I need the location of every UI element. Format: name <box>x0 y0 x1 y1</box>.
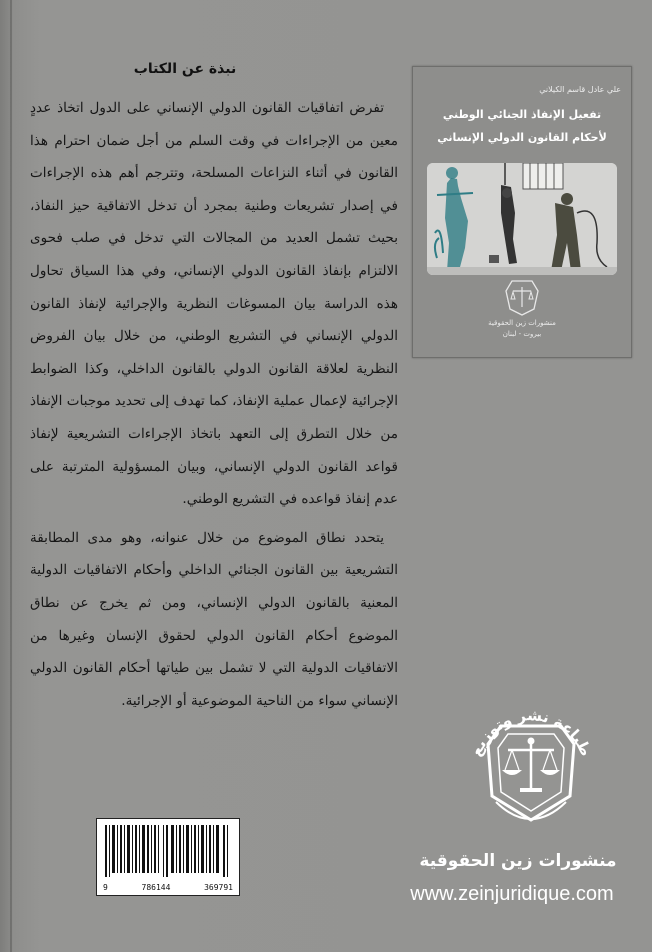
thumbnail-publisher: منشورات زين الحقوقية <box>488 319 556 327</box>
thumbnail-illustration <box>427 163 617 275</box>
publisher-website-link[interactable]: www.zeinjuridique.com <box>410 883 614 905</box>
barcode-digit-group-2: 369791 <box>204 883 233 892</box>
isbn-barcode <box>96 818 240 896</box>
description-paragraph-2: يتحدد نطاق الموضوع من خلال عنوانه، وهو مدى المطابقة التشريعية بين القانون الجنائي الداخلي وأحكام الاتفاقيات الدولية المعنية بالقانون الدولي الإنساني، ومن ثم يخرج عن نطاق الموضوع أحكام القانون الدولي لحقوق الإنسان وغيرها من الاتفاقيات الدولية التي لا تشمل بين طياتها أحكام القانون الدولي الإنساني سواء من الناحية الموضوعية أو الإجرائية. <box>30 529 398 709</box>
barcode-digits <box>97 883 239 892</box>
book-description <box>30 92 398 782</box>
thumbnail-scales-emblem-icon <box>494 279 550 317</box>
thumbnail-title-line-1: تفعيل الإنفاذ الجنائي الوطني <box>442 108 602 121</box>
thumbnail-author: علي عادل قاسم الكيلاني <box>539 85 621 94</box>
publisher-name: منشورات زين الحقوقية <box>419 851 617 871</box>
section-title: نبذة عن الكتاب <box>133 61 237 77</box>
publisher-seal-icon <box>456 686 606 846</box>
barcode-digit-prefix: 9 <box>103 883 108 892</box>
thumbnail-location: بيروت - لبنان <box>502 330 542 338</box>
description-paragraph-1: تفرض اتفاقيات القانون الدولي الإنساني على الدول اتخاذ عددٍ معين من الإجراءات في وقت السلم من أجل ضمان احترام هذا القانون في أثناء النزاعات المسلحة، وتترجم أهم هذه الإجراءات في إصدار تشريعات وطنية بمجرد أن تدخل الاتفاقية حيز النفاذ، بحيث تشمل العديد من المجالات التي تدخل في صلب فحوى الالتزام بإنفاذ القانون الدولي الإنساني، وفي هذا السياق تحاول هذه الدراسة بيان المسوغات النظرية والإجرائية لإنفاذ القانون الدولي الإنساني في التشريع الوطني، من خلال بيان الفروض النظرية لعلاقة القانون الدولي بالقانون الداخلي، وكذا الضوابط الإجرائية لإعمال عملية الإنفاذ، كما تهدف إلى تحديد موجبات الإنفاذ من خلال التطرق إلى التعهد باتخاذ الإجراءات التشريعية لإنفاذ قواعد القانون الدولي الإنساني، وبيان المسؤولية المترتبة على عدم إنفاذ قواعده في التشريع الوطني. <box>30 100 398 508</box>
front-cover-thumbnail <box>412 66 632 358</box>
thumbnail-title-line-2: لأحكام القانون الدولي الإنساني <box>437 131 607 144</box>
barcode-digit-group-1: 786144 <box>141 883 171 892</box>
barcode-bars <box>103 825 233 877</box>
seal-arc-text: طباعة نشر وتوزيع <box>466 705 596 759</box>
